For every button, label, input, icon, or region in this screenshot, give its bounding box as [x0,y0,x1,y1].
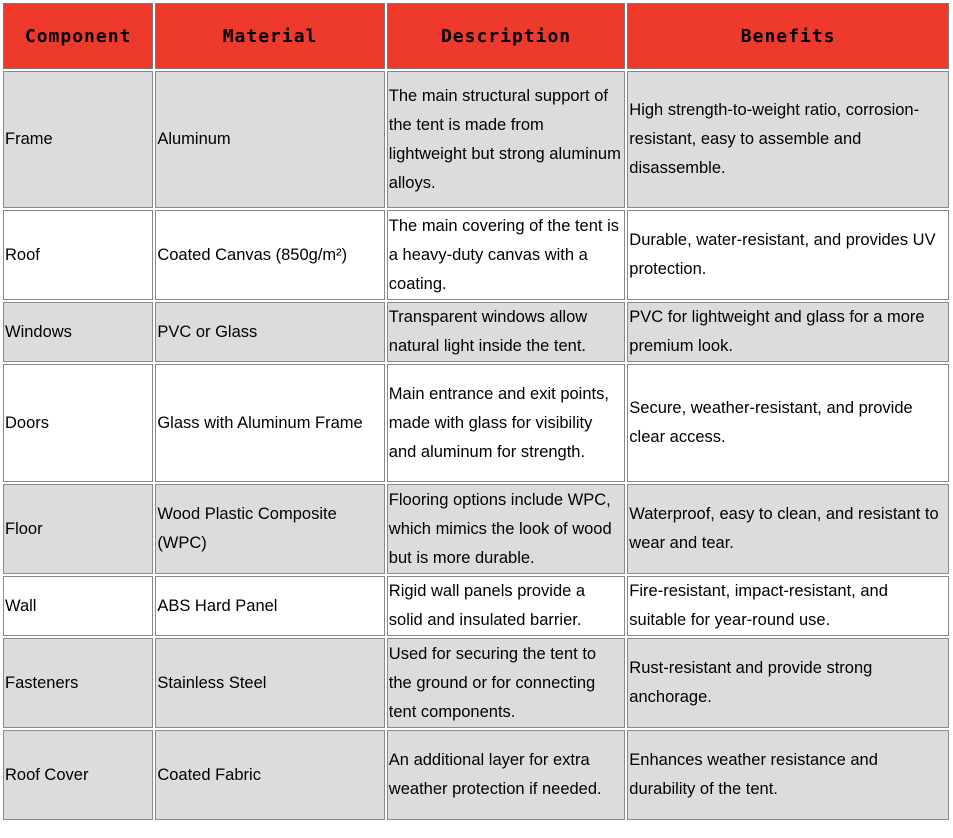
cell-description: The main covering of the tent is a heavy-duty canvas with a coating. [387,210,626,300]
cell-benefits: Durable, water-resistant, and provides UV protection. [627,210,949,300]
cell-description: An additional layer for extra weather protection if needed. [387,730,626,820]
header-description: Description [387,3,626,69]
cell-benefits: Fire-resistant, impact-resistant, and suitable for year-round use. [627,576,949,636]
cell-benefits: High strength-to-weight ratio, corrosion-resistant, easy to assemble and disassemble. [627,71,949,208]
table-row [3,71,949,208]
cell-component: Windows [3,302,153,362]
cell-component: Wall [3,576,153,636]
cell-component: Frame [3,71,153,208]
cell-description: Rigid wall panels provide a solid and insulated barrier. [387,576,626,636]
cell-description: Flooring options include WPC, which mimics the look of wood but is more durable. [387,484,626,574]
cell-component: Floor [3,484,153,574]
cell-benefits: Rust-resistant and provide strong anchorage. [627,638,949,728]
table-row [3,302,949,362]
cell-material: Coated Canvas (850g/m²) [155,210,384,300]
table-row [3,210,949,300]
cell-material: ABS Hard Panel [155,576,384,636]
table-row [3,730,949,820]
cell-description: Used for securing the tent to the ground or for connecting tent components. [387,638,626,728]
cell-material: Glass with Aluminum Frame [155,364,384,482]
cell-benefits: Waterproof, easy to clean, and resistant to wear and tear. [627,484,949,574]
table-row [3,576,949,636]
cell-component: Doors [3,364,153,482]
cell-material: Stainless Steel [155,638,384,728]
cell-description: Main entrance and exit points, made with glass for visibility and aluminum for strength. [387,364,626,482]
table-row [3,638,949,728]
header-component: Component [3,3,153,69]
spec-table [1,1,951,822]
table-row [3,364,949,482]
cell-component: Roof Cover [3,730,153,820]
cell-component: Fasteners [3,638,153,728]
cell-material: Coated Fabric [155,730,384,820]
cell-description: Transparent windows allow natural light inside the tent. [387,302,626,362]
table-row [3,484,949,574]
header-row [3,3,949,69]
cell-description: The main structural support of the tent is made from lightweight but strong aluminum alloys. [387,71,626,208]
cell-material: PVC or Glass [155,302,384,362]
cell-benefits: PVC for lightweight and glass for a more premium look. [627,302,949,362]
cell-material: Aluminum [155,71,384,208]
header-material: Material [155,3,384,69]
header-benefits: Benefits [627,3,949,69]
cell-benefits: Enhances weather resistance and durability of the tent. [627,730,949,820]
cell-benefits: Secure, weather-resistant, and provide clear access. [627,364,949,482]
cell-component: Roof [3,210,153,300]
cell-material: Wood Plastic Composite (WPC) [155,484,384,574]
